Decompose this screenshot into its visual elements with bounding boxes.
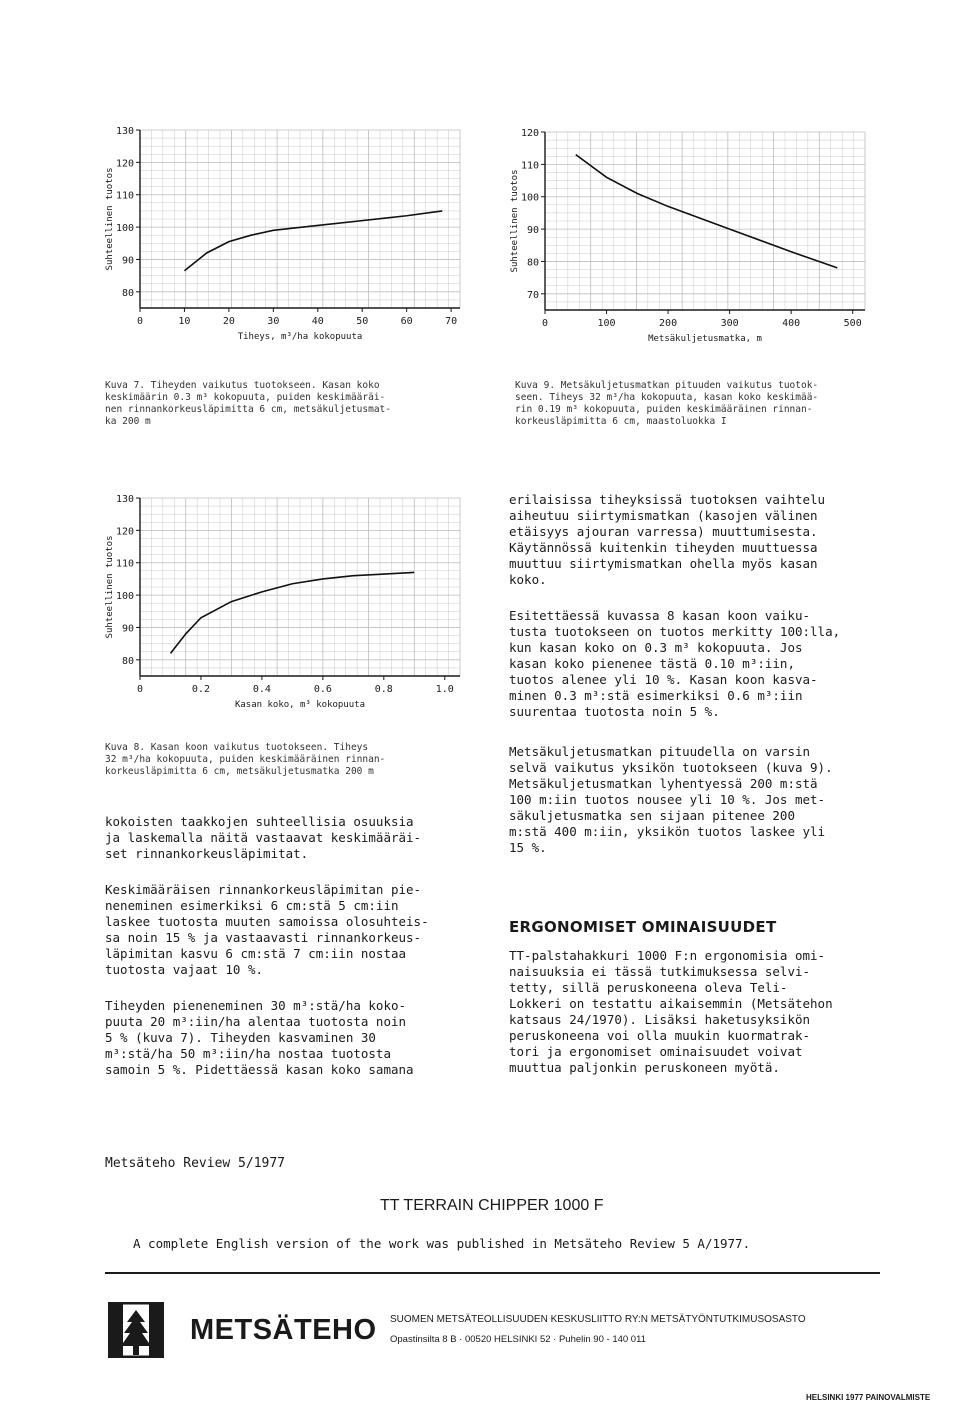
x-tick-label: 40: [311, 316, 324, 327]
series-line: [184, 211, 442, 271]
english-version-note: A complete English version of the work was published in Metsäteho Review 5 A/1977.: [133, 1236, 751, 1251]
x-tick-label: 0.8: [374, 684, 393, 695]
x-tick-label: 20: [222, 316, 235, 327]
y-tick-label: 110: [115, 558, 134, 570]
y-tick-label: 90: [526, 225, 539, 237]
x-axis-label: Kasan koko, m³ kokopuuta: [234, 700, 366, 710]
chart-grid: [545, 132, 865, 310]
x-tick-label: 30: [267, 316, 280, 327]
x-tick-label: 100: [597, 318, 616, 329]
body-left-p3: Tiheyden pieneneminen 30 m³:stä/ha koko- puuta 20 m³:iin/ha alentaa tuotosta noin 5 % (kuva 7). Tiheyden kasvaminen 30 m³:stä/ha 50 m³:iin/ha nostaa tuotosta samoin 5 %. Pidettäessä kasan koko samana: [105, 998, 414, 1077]
review-reference: Metsäteho Review 5/1977: [105, 1156, 286, 1171]
chart-grid: [140, 130, 460, 308]
y-tick-label: 70: [526, 289, 539, 301]
chart-grid: [140, 498, 460, 676]
x-tick-label: 50: [356, 316, 369, 327]
brand-name: METSÄTEHO: [190, 1314, 377, 1346]
chart-kuva-9: [505, 122, 885, 362]
y-tick-label: 110: [115, 190, 134, 202]
organization-address: Opastinsilta 8 B · 00520 HELSINKI 52 · Puhelin 90 - 140 011: [390, 1334, 646, 1345]
y-axis-label: Suhteellinen tuotos: [510, 169, 520, 273]
y-tick-label: 80: [121, 655, 134, 667]
y-tick-label: 120: [115, 158, 134, 170]
x-tick-label: 60: [400, 316, 413, 327]
x-tick-label: 0: [541, 318, 549, 329]
series-line: [170, 572, 414, 653]
y-tick-label: 100: [115, 223, 134, 235]
y-tick-label: 130: [115, 494, 134, 505]
y-tick-label: 130: [115, 126, 134, 137]
footer-divider: [105, 1272, 880, 1274]
y-tick-label: 120: [520, 128, 539, 139]
body-right-p2: Esitettäessä kuvassa 8 kasan koon vaiku- tusta tuotokseen on tuotos merkitty 100:lla, kun kasan koko on 0.3 m³ kokopuuta. Jos kasan koko pienenee tästä 0.10 m³:iin, tuotos alenee yli 10 %. Kasan koon kasva- minen 0.3 m³:stä esimerkiksi 0.6 m³:iin suurentaa tuotosta noin 5 %.: [509, 608, 841, 719]
body-right-p3: Metsäkuljetusmatkan pituudella on varsin selvä vaikutus yksikön tuotokseen (kuva 9). Metsäkuljetusmatkan lyhentyessä 200 m:stä 100 m:iin tuotos nousee yli 10 %. Jos met- säkuljetusmatka sen sijaan pitenee 200 m:stä 400 m:iin, yksikön tuotos laskee yli 15 %.: [509, 744, 833, 855]
printer-imprint: HELSINKI 1977 PAINOVALMISTE: [806, 1393, 931, 1402]
chart-kuva-8: [100, 488, 480, 728]
y-tick-label: 110: [520, 160, 539, 172]
body-left-p1: kokoisten taakkojen suhteellisia osuuksia ja laskemalla näitä vastaavat keskimääräi- set rinnankorkeusläpimitat.: [105, 814, 422, 861]
x-tick-label: 10: [178, 316, 191, 327]
x-tick-label: 0: [136, 684, 144, 695]
section-heading-ergonomics: ERGONOMISET OMINAISUUDET: [509, 918, 777, 936]
x-axis-label: Tiheys, m³/ha kokopuuta: [237, 332, 363, 342]
x-tick-label: 400: [782, 318, 801, 329]
x-tick-label: 1.0: [435, 684, 454, 695]
y-tick-label: 100: [520, 192, 539, 204]
x-tick-label: 0: [136, 316, 144, 327]
body-right-p1: erilaisissa tiheyksissä tuotoksen vaihtelu aiheutuu siirtymismatkan (kasojen välinen etäisyys ajouran varressa) muuttumisesta. Käytännössä kuitenkin tiheyden muuttuessa muuttuu siirtymismatkan ohella myös kasan koko.: [509, 492, 826, 587]
y-tick-label: 90: [121, 255, 134, 267]
y-tick-label: 90: [121, 623, 134, 635]
x-tick-label: 0.4: [252, 684, 271, 695]
caption-kuva-9: Kuva 9. Metsäkuljetusmatkan pituuden vaikutus tuotok- seen. Tiheys 32 m³/ha kokopuuta, kasan koko keskimää- rin 0.19 m³ kokopuuta, puiden keskimääräinen rinnan- korkeusläpimitta 6 cm, maastoluokka I: [515, 380, 819, 427]
x-tick-label: 0.6: [313, 684, 332, 695]
y-tick-label: 80: [121, 287, 134, 299]
organization-name: SUOMEN METSÄTEOLLISUUDEN KESKUSLIITTO RY:N METSÄTYÖNTUTKIMUSOSASTO: [390, 1314, 806, 1325]
caption-kuva-8: Kuva 8. Kasan koon vaikutus tuotokseen. Tiheys 32 m³/ha kokopuuta, puiden keskimääräinen rinnan- korkeusläpimitta 6 cm, metsäkuljetusmatka 200 m: [105, 742, 386, 777]
x-tick-label: 300: [720, 318, 739, 329]
y-tick-label: 100: [115, 591, 134, 603]
y-tick-label: 80: [526, 257, 539, 269]
caption-kuva-7: Kuva 7. Tiheyden vaikutus tuotokseen. Kasan koko keskimäärin 0.3 m³ kokopuuta, puiden keskimääräi- nen rinnankorkeusläpimitta 6 cm, metsäkuljetusmat- ka 200 m: [105, 380, 391, 427]
chart-kuva-7: [100, 120, 480, 360]
body-right-p4: TT-palstahakkuri 1000 F:n ergonomisia omi- naisuuksia ei tässä tutkimuksessa selvi- tetty, sillä peruskoneena oleva Teli- Lokkeri on testattu aikaisemmin (Metsätehon katsaus 24/1970). Lisäksi haketusyksikön peruskoneena voi olla muukin kuormatrak- tori ja ergonomiset ominaisuudet voivat muuttua paljonkin peruskoneen myötä.: [509, 948, 833, 1075]
english-title: TT TERRAIN CHIPPER 1000 F: [380, 1197, 604, 1214]
series-line: [576, 155, 838, 268]
metsateho-logo-icon: [108, 1302, 164, 1358]
x-tick-label: 0.2: [191, 684, 210, 695]
x-axis-label: Metsäkuljetusmatka, m: [648, 334, 762, 344]
x-tick-label: 500: [843, 318, 862, 329]
y-axis-label: Suhteellinen tuotos: [105, 535, 115, 639]
y-axis-label: Suhteellinen tuotos: [105, 167, 115, 271]
body-left-p2: Keskimääräisen rinnankorkeusläpimitan pie- neneminen esimerkiksi 6 cm:stä 5 cm:iin laskee tuotosta muuten samoissa olosuhteis- sa noin 15 % ja vastaavasti rinnankorkeus- läpimitan kasvu 6 cm:stä 7 cm:iin nostaa tuotosta vajaat 10 %.: [105, 882, 429, 977]
x-tick-label: 200: [659, 318, 678, 329]
y-tick-label: 120: [115, 526, 134, 538]
x-tick-label: 70: [445, 316, 458, 327]
